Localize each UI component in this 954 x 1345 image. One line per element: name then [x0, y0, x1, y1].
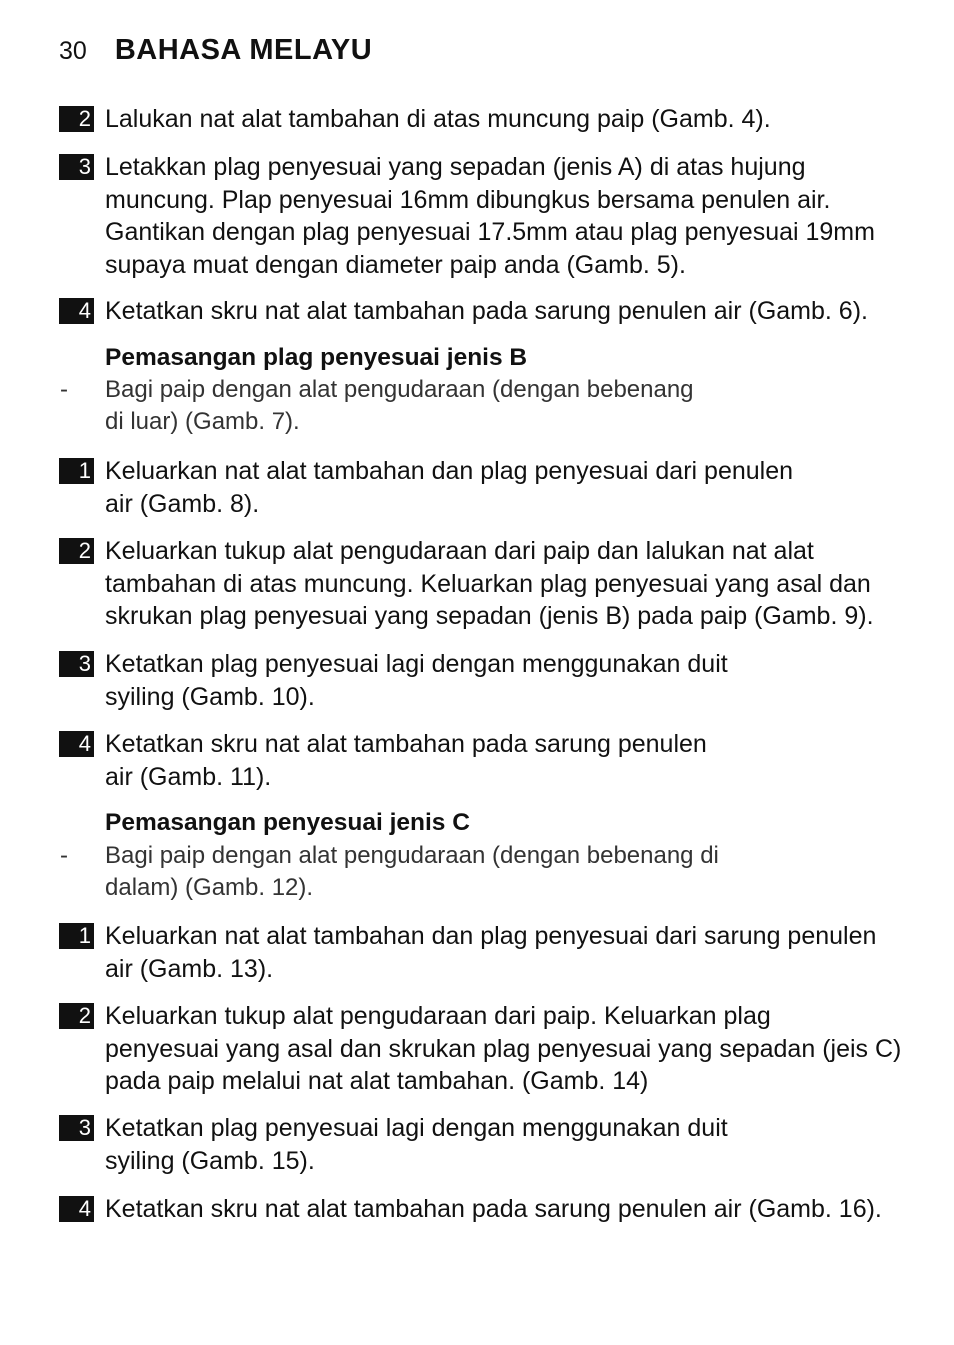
- note-line: di luar) (Gamb. 7).: [105, 408, 300, 435]
- section-title: BAHASA MELAYU: [114, 34, 373, 66]
- step-text: Ketatkan skru nat alat tambahan pada sarung penulen air (Gamb. 6).: [105, 297, 868, 325]
- step-text: Lalukan nat alat tambahan di atas muncung paip (Gamb. 4).: [105, 105, 771, 133]
- step-number-badge: 1: [59, 458, 94, 484]
- step-number-badge: 4: [59, 1196, 94, 1222]
- step-a-4: [59, 295, 909, 328]
- step-text: [105, 455, 793, 520]
- step-number-badge: 2: [59, 538, 94, 564]
- step-text: [105, 728, 707, 793]
- note-type-c: [59, 840, 909, 904]
- step-number-badge: 3: [59, 154, 94, 180]
- step-b-4: [59, 728, 909, 793]
- step-b-2: [59, 535, 909, 633]
- step-line: Keluarkan nat alat tambahan dan plag penyesuai dari penulen: [105, 457, 794, 485]
- note-type-b: [59, 374, 909, 438]
- step-number-badge: 3: [59, 651, 94, 677]
- step-line: Ketatkan plag penyesuai lagi dengan menggunakan duit: [105, 650, 728, 678]
- note-line: Bagi paip dengan alat pengudaraan (dengan bebenang: [105, 376, 694, 403]
- step-line: skrukan plag penyesuai yang sepadan (jenis B) pada paip (Gamb. 9).: [105, 602, 874, 630]
- step-line: Keluarkan tukup alat pengudaraan dari paip dan lalukan nat alat: [105, 537, 814, 565]
- step-line: Keluarkan tukup alat pengudaraan dari paip. Keluarkan plag: [105, 1002, 771, 1030]
- note-text: [105, 374, 694, 438]
- step-number-badge: 4: [59, 731, 94, 757]
- step-line: air (Gamb. 11).: [105, 762, 272, 791]
- step-c-1: [59, 920, 909, 985]
- step-line: tambahan di atas muncung. Keluarkan plag penyesuai yang asal dan: [105, 569, 871, 598]
- step-line: air (Gamb. 13).: [105, 954, 274, 983]
- step-b-1: [59, 455, 909, 520]
- step-line: Gantikan dengan plag penyesuai 17.5mm atau plag penyesuai 19mm: [105, 218, 875, 246]
- step-line: penyesuai yang asal dan skrukan plag penyesuai yang sepadan (jeis C): [105, 1034, 902, 1063]
- step-c-2: [59, 1000, 909, 1098]
- step-number-badge: 2: [59, 106, 94, 132]
- step-number-badge: 3: [59, 1115, 94, 1141]
- page-header: [59, 34, 372, 74]
- note-text: [105, 840, 719, 904]
- step-a-2: [59, 103, 909, 136]
- step-text: [105, 535, 874, 633]
- note-line: dalam) (Gamb. 12).: [105, 874, 314, 901]
- step-line: supaya muat dengan diameter paip anda (Gamb. 5).: [105, 250, 686, 279]
- step-text: Ketatkan skru nat alat tambahan pada sarung penulen air (Gamb. 16).: [105, 1195, 882, 1223]
- step-line: syiling (Gamb. 10).: [105, 682, 315, 711]
- step-text: [105, 648, 728, 713]
- step-c-3: [59, 1112, 909, 1177]
- step-text: [105, 920, 876, 985]
- step-c-4: [59, 1193, 909, 1226]
- step-line: syiling (Gamb. 15).: [105, 1146, 315, 1175]
- step-a-3: [59, 151, 909, 281]
- section-heading-type-b: Pemasangan plag penyesuai jenis B: [105, 344, 528, 371]
- step-number-badge: 2: [59, 1003, 94, 1029]
- step-line: air (Gamb. 8).: [105, 489, 260, 518]
- note-dash: -: [60, 376, 68, 403]
- step-number-badge: 4: [59, 298, 94, 324]
- note-dash: -: [60, 842, 68, 869]
- step-text: [105, 151, 875, 281]
- step-line: pada paip melalui nat alat tambahan. (Gamb. 14): [105, 1067, 649, 1095]
- step-line: Keluarkan nat alat tambahan dan plag penyesuai dari sarung penulen: [105, 922, 877, 950]
- step-line: muncung. Plap penyesuai 16mm dibungkus bersama penulen air.: [105, 185, 831, 214]
- step-text: [105, 1112, 728, 1177]
- step-line: Ketatkan plag penyesuai lagi dengan menggunakan duit: [105, 1114, 728, 1142]
- step-b-3: [59, 648, 909, 713]
- step-number-badge: 1: [59, 923, 94, 949]
- section-heading-type-c: Pemasangan penyesuai jenis C: [105, 809, 470, 836]
- step-line: Ketatkan skru nat alat tambahan pada sarung penulen: [105, 730, 707, 758]
- note-line: Bagi paip dengan alat pengudaraan (dengan bebenang di: [105, 842, 719, 869]
- step-line: Letakkan plag penyesuai yang sepadan (jenis A) di atas hujung: [105, 153, 806, 181]
- step-text: [105, 1000, 901, 1098]
- page-number: 30: [59, 37, 87, 65]
